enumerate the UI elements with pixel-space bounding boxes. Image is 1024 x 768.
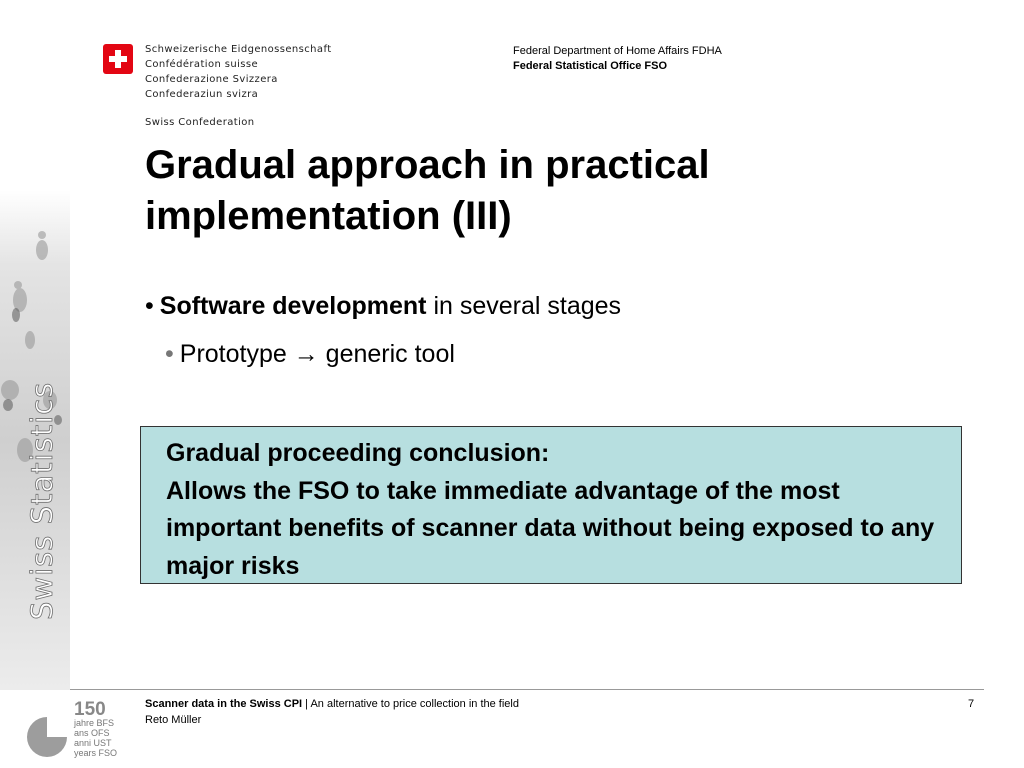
logo-line-2: ans OFS	[74, 728, 110, 738]
footer-presentation-title	[145, 697, 519, 712]
footer-author: Reto Müller	[145, 714, 202, 726]
sub-bullet-text: Prototype → generic tool	[179, 340, 455, 368]
sub-bullet-dot: •	[165, 340, 174, 368]
footer-title-rest: | An alternative to price collection in the field	[302, 698, 519, 710]
conclusion-body: Allows the FSO to take immediate advantage of the most important benefits of scanner data without being exposed to any major risks	[166, 476, 935, 580]
swiss-statistics-vertical-text: Swiss Statistics	[25, 381, 59, 620]
swiss-statistics-sidebar-image	[0, 190, 70, 690]
confederation-name-it: Confederazione Svizzera	[145, 74, 278, 85]
logo-line-1: jahre BFS	[74, 718, 115, 728]
bullet-text: in several stages	[426, 292, 622, 320]
footer-divider	[70, 689, 984, 690]
swiss-confederation-label: Swiss Confederation	[145, 117, 255, 128]
conclusion-text	[166, 435, 956, 585]
logo-line-4: years FSO	[74, 748, 118, 758]
department-name: Federal Department of Home Affairs FDHA	[513, 45, 722, 57]
logo-line-3: anni UST	[74, 738, 112, 748]
confederation-name-rm: Confederaziun svizra	[145, 89, 259, 100]
slide-title: Gradual approach in practical implementation (III)	[145, 143, 710, 238]
swiss-flag-logo	[103, 44, 133, 74]
department-info	[513, 44, 722, 74]
confederation-names	[145, 42, 332, 102]
conclusion-box	[140, 426, 962, 584]
confederation-name-fr: Confédération suisse	[145, 59, 259, 70]
confederation-name-de: Schweizerische Eidgenossenschaft	[145, 44, 332, 55]
page-number: 7	[968, 698, 975, 710]
bullet-software-development	[145, 290, 621, 322]
bullet-dot: •	[145, 292, 154, 320]
office-name: Federal Statistical Office FSO	[513, 60, 668, 72]
logo-number: 150	[74, 699, 106, 720]
conclusion-heading: Gradual proceeding conclusion:	[166, 439, 550, 467]
150-years-fso-logo	[25, 697, 125, 759]
bullet-bold-text: Software development	[159, 292, 427, 320]
footer-title-bold: Scanner data in the Swiss CPI	[145, 698, 303, 710]
sub-bullet-prototype	[165, 338, 455, 370]
